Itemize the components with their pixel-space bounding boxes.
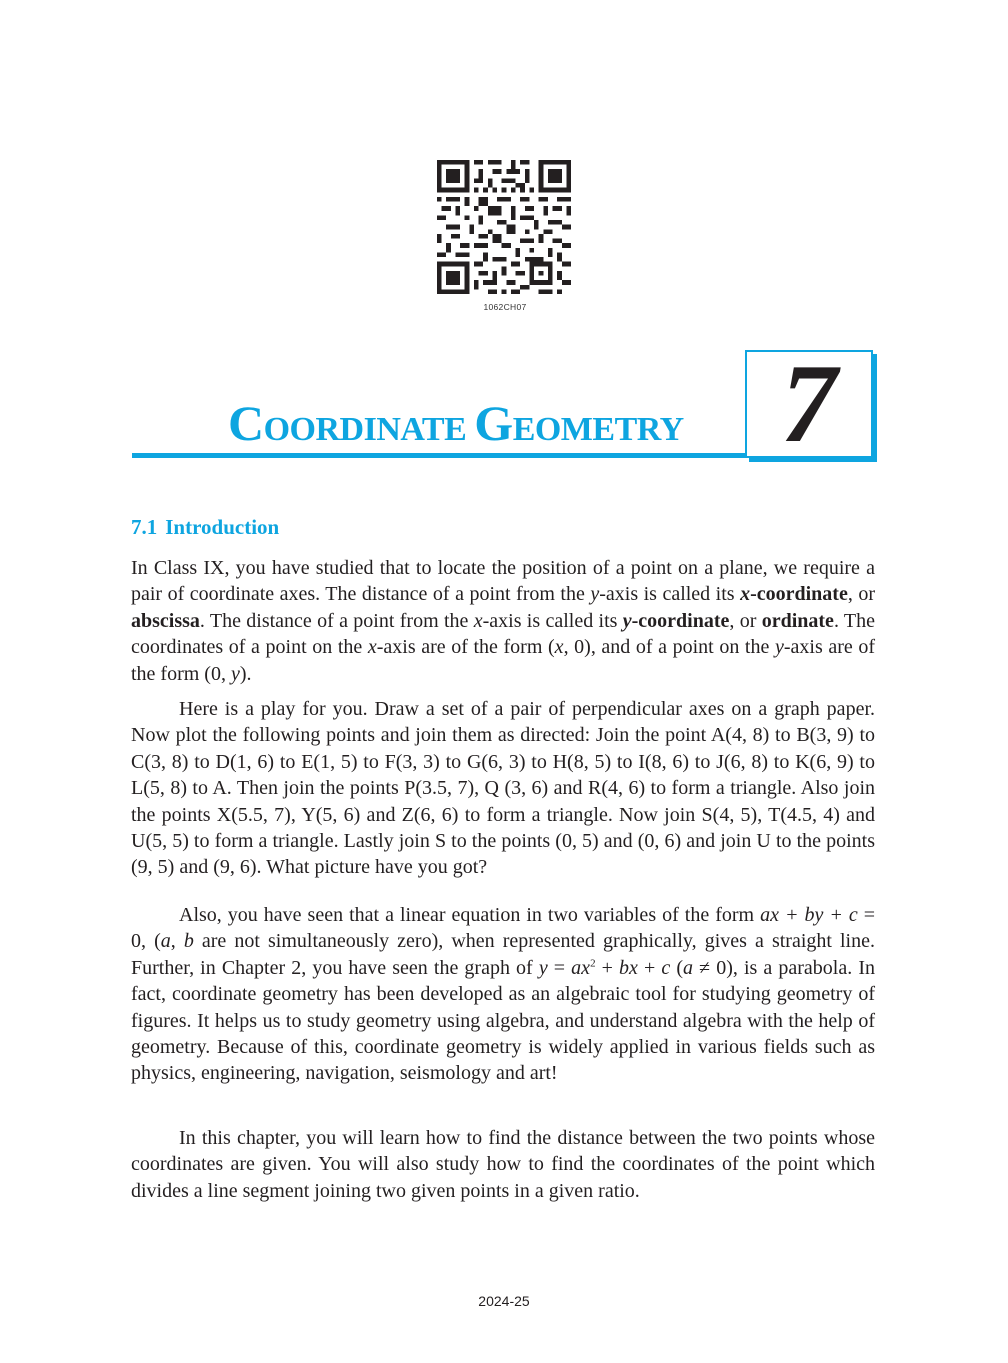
qr-code-label: 1062CH07 [483, 302, 527, 312]
section-title: Introduction [165, 515, 280, 539]
chapter-title-word-2: EOMETRY [512, 411, 684, 448]
qr-block [437, 160, 573, 312]
paragraph-1: In Class IX, you have studied that to locate the position of a point on a plane, we require a pair of coordinate axes. The distance of a point from the y-axis is called its x-coordinate, or abscissa. The distance of a point from the x-axis is called its y-coordinate, or ordinate. The coordinates of a point on the x-axis are of the form (x, 0), and of a point on the y-axis are of the form (0, y). [131, 557, 876, 685]
chapter-title-cap-1: C [228, 395, 264, 451]
chapter-number-box [745, 342, 873, 466]
term-ordinate: ordinate [761, 609, 834, 632]
section-heading [131, 515, 279, 540]
term-x-coordinate: x-coordinate [740, 583, 848, 606]
term-abscissa: abscissa [131, 609, 200, 632]
chapter-title-cap-2: G [474, 395, 513, 451]
term-y-coordinate: y-coordinate [622, 609, 730, 632]
chapter-title-word-1: OORDINATE [263, 411, 467, 448]
footer-year: 2024-25 [478, 1293, 530, 1309]
title-underline-rule [132, 453, 774, 458]
section-number: 7.1 [131, 515, 158, 539]
chapter-title [228, 395, 684, 451]
paragraph-4: In this chapter, you will learn how to find the distance between the two points whose coordinates are given. You will also study how to find the coordinates of the point which divides a line segment joining two given points in a given ratio. [131, 1127, 875, 1202]
chapter-number: 7 [781, 342, 837, 466]
qr-code-icon [437, 160, 571, 294]
paragraph-2: Here is a play for you. Draw a set of a pair of perpendicular axes on a graph paper. Now plot the following points and join them as directed: Join the point A(4, 8) to B(3, 9) to C(3, 8) to D(1, 6) to E(1, 5) to F(3, 3) to G(6, 3) to H(8, 5) to I(8, 6) to J(6, 8) to K(6, 9) to L(5, 8) to A. Then join the points P(3.5, 7), Q (3, 6) and R(4, 6) to form a triangle. Also join the points X(5.5, 7), Y(5, 6) and Z(6, 6) to form a triangle. Now join S(4, 5), T(4.5, 4) and U(5, 5) to form a triangle. Lastly join S to the points (0, 5) and (0, 6) and join U to the points (9, 5) and (9, 6). What picture have you got? [131, 698, 875, 879]
paragraph-3: Also, you have seen that a linear equation in two variables of the form ax + by + c = 0, (a, b are not simultaneously zero), when represented graphically, gives a straight line. Further, in Chapter 2, you have seen the graph of $y = ax^2$ + bx + c (a ≠ 0), is a parabola. In fact, coordinate geometry has been developed as an algebraic tool for studying geometry of figures. It helps us to study geometry using algebra, and understand algebra with the help of geometry. Because of this, coordinate geometry is widely applied in various fields such as physics, engineering, navigation, seismology and art! [131, 904, 875, 1085]
